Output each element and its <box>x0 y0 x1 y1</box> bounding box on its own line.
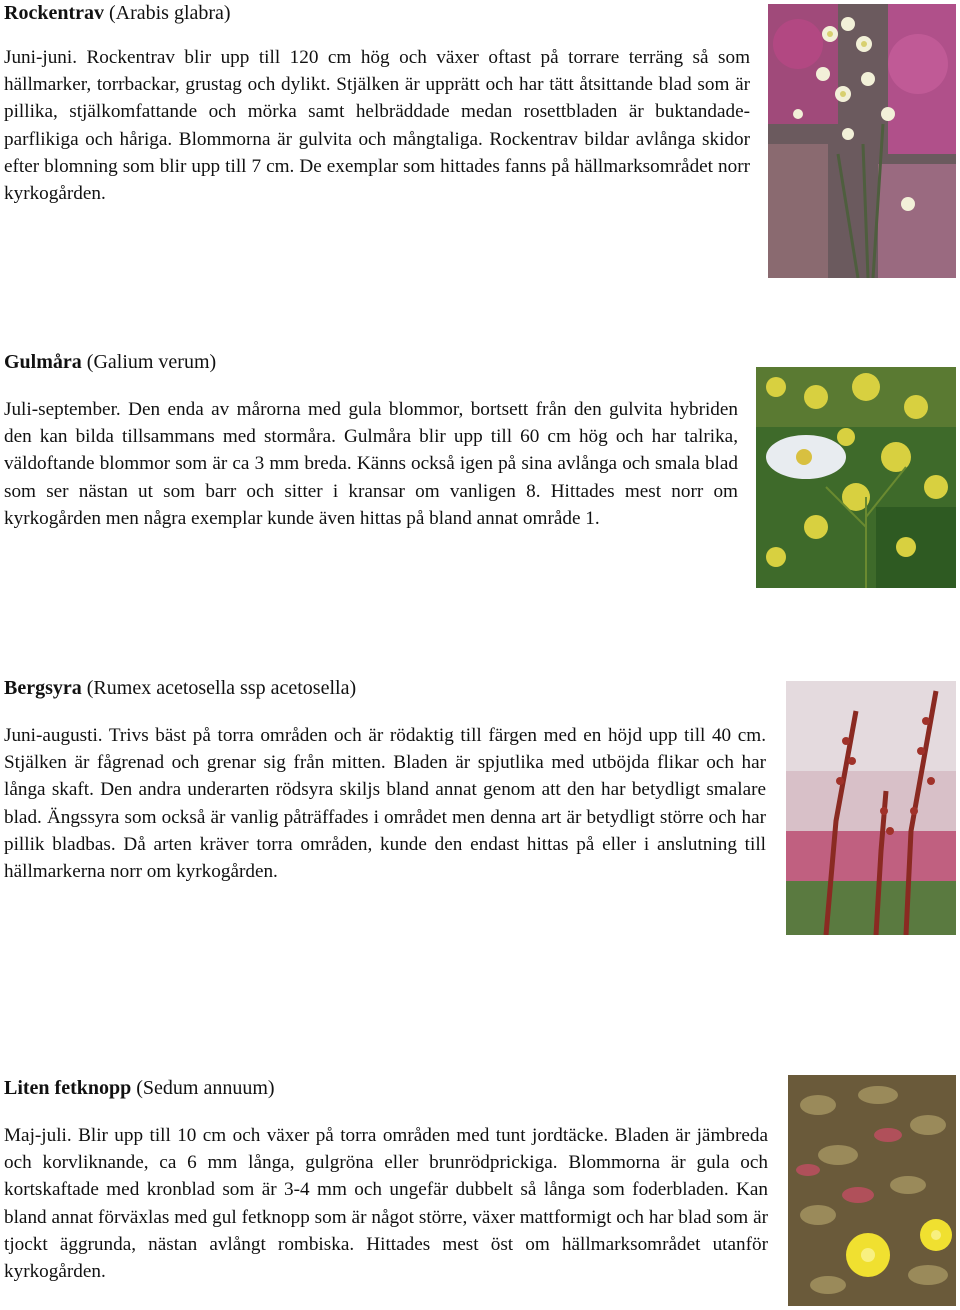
species-latin-name: (Arabis glabra) <box>108 2 231 24</box>
species-section-gulmara <box>4 349 738 532</box>
species-common-name: Gulmåra <box>4 351 82 373</box>
white-flower-photo <box>768 4 956 278</box>
species-description: Juni-augusti. Trivs bäst på torra områden och är rödaktig till färgen med en höjd upp till 40 cm. Stjälken är fågrenad och grenar sig från mitten. Bladen är spjutlika med utböjda flikar och har långa skaft. Den andra underarten rödsyra skiljs bland annat genom att den har betydligt smalare blad. Ängssyra som också är vanlig påträffades i området men denna art är betydligt större och har pillik bladbas. Då arten kräver torra områden, kunde den endast hittas på eller i anslutning till hällmarkerna norr om kyrkogården. <box>4 725 766 883</box>
species-title <box>4 0 750 26</box>
species-title <box>4 349 738 375</box>
species-section-bergsyra <box>4 675 766 885</box>
yellow-flower-cluster-photo <box>756 367 956 588</box>
species-common-name: Rockentrav <box>4 2 104 24</box>
succulent-yellow-flower-photo <box>788 1075 956 1306</box>
species-common-name: Liten fetknopp <box>4 1077 132 1099</box>
species-latin-name: (Galium verum) <box>86 351 217 373</box>
species-common-name: Bergsyra <box>4 677 82 699</box>
red-seed-spike-photo <box>786 681 956 935</box>
species-title <box>4 1075 768 1101</box>
species-section-rockentrav <box>4 0 750 207</box>
species-description: Juni-juni. Rockentrav blir upp till 120 cm hög och växer oftast på torrare terräng så som hällmarker, torrbackar, grustag och dylikt. Stjälken är upprätt och har tätt åtsittande blad som är pillika, stjälkomfattande och mörka samt helbräddade medan rosettbladen är buktandade-parflikiga och håriga. Blommorna är gulvita och mångtaliga. Rockentrav bildar avlånga skidor efter blomning som blir upp till 7 cm. De exemplar som hittades fanns på hällmarksområdet norr kyrkogården. <box>4 47 750 205</box>
species-latin-name: (Rumex acetosella ssp acetosella) <box>86 677 357 699</box>
species-title <box>4 675 766 701</box>
species-latin-name: (Sedum annuum) <box>136 1077 275 1099</box>
species-description: Maj-juli. Blir upp till 10 cm och växer på torra områden med tunt jordtäcke. Bladen är jämbreda och korvliknande, ca 6 mm långa, gulgröna eller brunrödprickiga. Blommorna är gula och kortskaftade med kronblad som är 3-4 mm och ungefär dubbelt så långa som foderbladen. Kan bland annat förväxlas med gul fetknopp som är något större, växer mattformigt och har blad som är tjockt äggrunda, nästan avlångt rombiska. Hittades mest öst om hällmarksområdet utanför kyrkogården. <box>4 1125 768 1283</box>
species-section-liten-fetknopp <box>4 1075 768 1285</box>
species-description: Juli-september. Den enda av mårorna med gula blommor, bortsett från den gulvita hybriden den kan bilda tillsammans med stormåra. Gulmåra blir upp till 60 cm hög och har talrika, väldoftande blommor som är ca 3 mm breda. Känns också igen på sina avlånga och smala blad som ser nästan ut som barr och sitter i kransar om vanligen 8. Hittades mest norr om kyrkogården men några exemplar kunde även hittas på bland annat område 1. <box>4 399 738 529</box>
